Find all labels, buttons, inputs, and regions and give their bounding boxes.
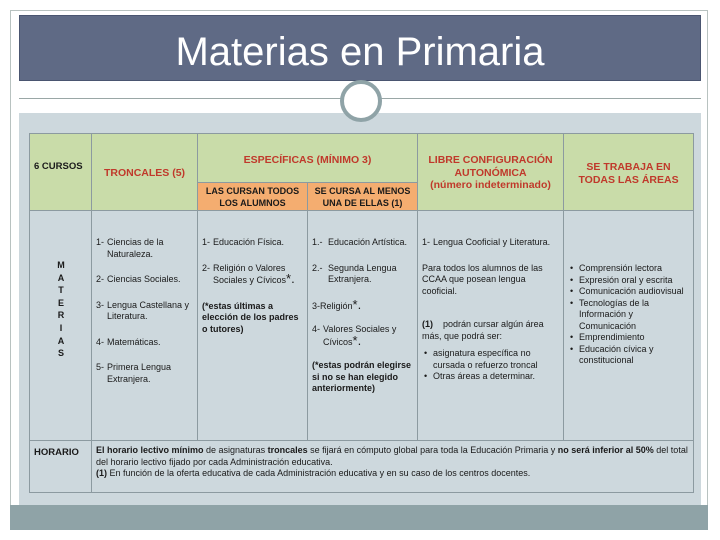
list-item: • Educación cívica y constitucional [568, 344, 690, 367]
list-item: • Comunicación audiovisual [568, 286, 690, 298]
libre-cell [418, 211, 564, 441]
libre-header-cell [418, 134, 564, 211]
alguna-cell [308, 211, 418, 441]
todos-note: (*estas últimas a elección de los padres o tutores) [202, 300, 299, 334]
list-item: 2- Ciencias Sociales. [96, 274, 181, 284]
materias-label-cell [30, 211, 92, 441]
materias-vertical-label: M A T E R I A S [57, 260, 65, 359]
especificas-header-cell [198, 134, 418, 183]
horario-label: HORARIO [34, 447, 79, 458]
list-item: 2.- Segunda Lengua Extranjera. [312, 262, 397, 284]
todos-subheader: LAS CURSAN TODOS LOS ALUMNOS [198, 183, 308, 211]
list-item: 1- Educación Física. [202, 237, 285, 247]
libre-subheader: (número indeterminado) [430, 179, 551, 191]
corner-label: 6 CURSOS [34, 161, 83, 172]
decorative-ring-icon [340, 80, 382, 122]
transversal-header-cell [564, 134, 694, 211]
alguna-subheader: SE CURSA AL MENOS UNA DE ELLAS (1) [308, 183, 418, 211]
list-item: 2- Religión o Valores Sociales y Cívicos*. [202, 262, 295, 286]
troncales-cell [92, 211, 198, 441]
todos-cell [198, 211, 308, 441]
transversal-cell [564, 211, 694, 441]
list-item: • Otras áreas a determinar. [422, 371, 559, 383]
transversal-header: SE TRABAJA EN TODAS LAS ÁREAS [578, 161, 679, 186]
list-item: 1- Ciencias de la Naturaleza. [96, 237, 164, 259]
troncales-header: TRONCALES (5) [103, 167, 186, 179]
corner-cell [30, 134, 92, 211]
list-item: 3-Religión*. [312, 296, 362, 312]
horario-label-cell [30, 441, 92, 493]
list-item: • Comprensión lectora [568, 263, 690, 275]
libre-header: LIBRE CONFIGURACIÓN AUTONÓMICA [428, 154, 553, 179]
title-bar [19, 15, 701, 81]
list-item: 5- Primera Lengua Extranjera. [96, 362, 172, 384]
list-item: 4- Matemáticas. [96, 336, 161, 347]
list-item: • Tecnologías de la Información y Comunicación [568, 298, 690, 333]
list-item: 1.- Educación Artística. [312, 237, 408, 247]
list-item: 4- Valores Sociales y Cívicos*. [312, 324, 397, 348]
horario-cell: El horario lectivo mínimo de asignaturas troncales se fijará en cómputo global para toda la Educación Primaria y no será inferior al 50% del total del horario lectivo fijado por cada Administración educativa. (1) En función de la oferta educativa de cada Administración educativa y en su caso de los centros docentes. [92, 441, 694, 493]
alguna-note: (*estas podrán elegirse si no se han elegido anteriormente) [312, 360, 412, 393]
especificas-header: ESPECÍFICAS (MÍNIMO 3) [243, 154, 372, 166]
troncales-header-cell [92, 134, 198, 211]
footer-bar [10, 505, 708, 530]
libre-note: (1) podrán cursar algún área más, que podrá ser: [422, 319, 544, 341]
list-item: • asignatura específica no cursada o refuerzo troncal [422, 348, 559, 371]
subjects-table [29, 133, 694, 493]
list-item: 3- Lengua Castellana y Literatura. [96, 299, 190, 321]
slide-title: Materias en Primaria [175, 30, 545, 74]
libre-paragraph: Para todos los alumnos de las CCAA que posean lengua cooficial. [422, 262, 543, 296]
list-item: 1- Lengua Cooficial y Literatura. [422, 237, 551, 247]
list-item: • Emprendimiento [568, 332, 690, 344]
list-item: • Expresión oral y escrita [568, 275, 690, 287]
